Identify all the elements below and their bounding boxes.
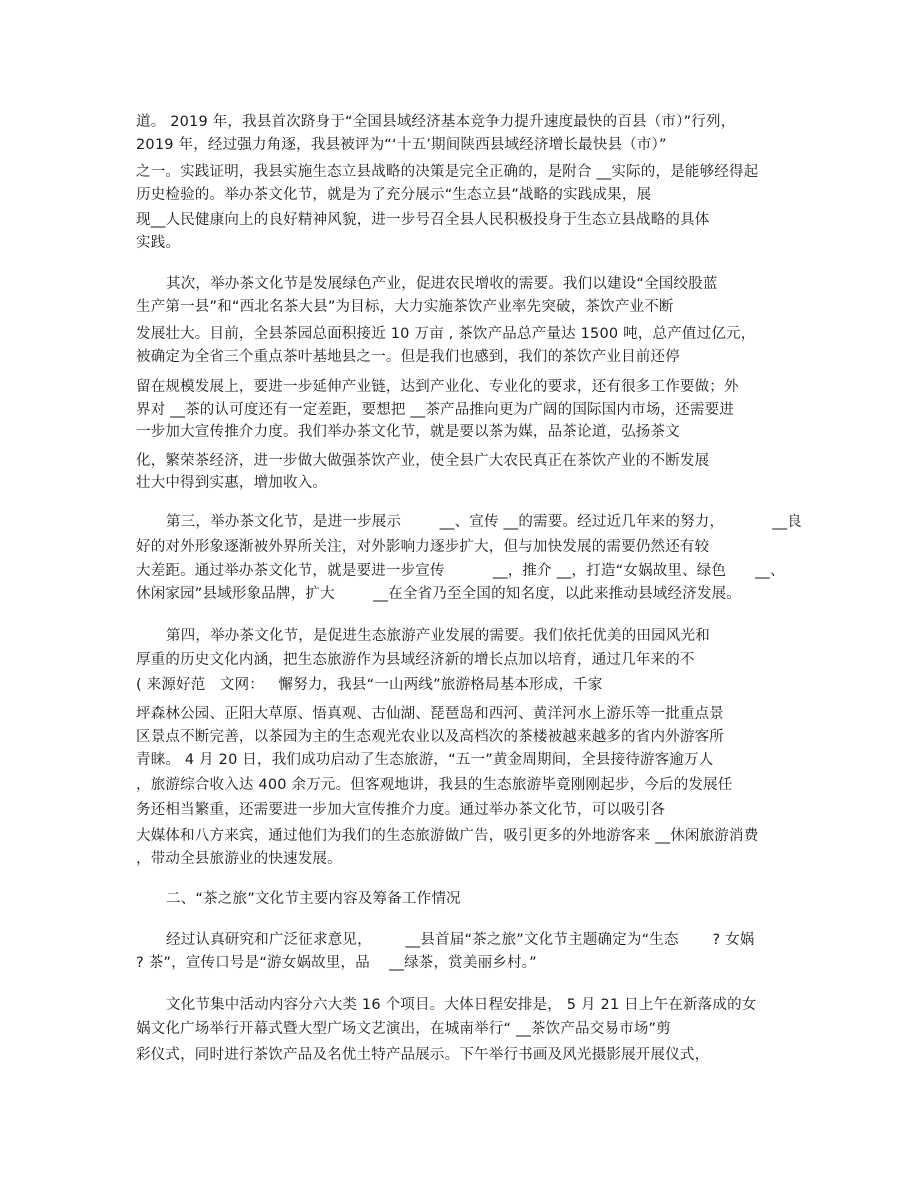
text-line: 第四，举办茶文化节，是促进生态旅游产业发展的需要。我们依托优美的田园风光和 bbox=[166, 628, 710, 644]
text-line: 之一。实践证明，我县实施生态立县战略的决策是完全正确的，是附合 __实际的，是能够经得起 bbox=[136, 164, 759, 180]
text-line: 第三，举办茶文化节，是进一步展示 __、宣传 __的需要。经过近几年来的努力， __良 bbox=[166, 514, 802, 530]
text-line: 青睐。 4 月 20 日，我们成功启动了生态旅游，“五一”黄金周期间，全县接待游客逾万人 bbox=[136, 752, 714, 768]
text-line: 彩仪式，同时进行茶饮产品及名优土特产品展示。下午举行书画及风光摄影展开展仪式， bbox=[136, 1047, 710, 1063]
text-line: 壮大中得到实惠，增加收入。 bbox=[136, 475, 328, 491]
text-line: 好的对外形象逐渐被外界所关注，对外影响力逐步扩大，但与加快发展的需要仍然还有较 bbox=[136, 539, 710, 555]
text-line: 娲文化广场举行开幕式暨大型广场文艺演出，在城南举行“ __茶饮产品交易市场”剪 bbox=[136, 1021, 671, 1037]
text-line: 生产第一县”和“西北名茶大县”为目标，大力实施茶饮产业率先突破，茶饮产业不断 bbox=[136, 299, 674, 315]
text-line: 历史检验的。举办茶文化节，就是为了充分展示“生态立县”战略的实践成果，展 bbox=[136, 187, 652, 203]
text-line: 文化节集中活动内容分六大类 16 个项目。大体日程安排是， 5 月 21 日上午在新落成的女 bbox=[166, 997, 757, 1013]
text-line: 坪森林公园、正阳大草原、悟真观、古仙湖、琵琶岛和西河、黄洋河水上游乐等一批重点景 bbox=[136, 706, 724, 722]
text-line: ，带动全县旅游业的快速发展。 bbox=[136, 851, 342, 867]
text-line: 务还相当繁重，还需要进一步加大宣传推介力度。通过举办茶文化节，可以吸引各 bbox=[136, 802, 666, 818]
text-line: ，旅游综合收入达 400 余万元。但客观地讲，我县的生态旅游毕竟刚刚起步，今后的发展任 bbox=[136, 777, 733, 793]
text-line: 现__人民健康向上的良好精神风貌，进一步号召全县人民积极投身于生态立县战略的具体 bbox=[136, 212, 710, 228]
text-line: 发展壮大。目前，全县茶园总面积接近 10 万亩 , 茶饮产品总产量达 1500 吨，总产值过亿元， bbox=[136, 326, 756, 342]
text-line: 其次，举办茶文化节是发展绿色产业，促进农民增收的需要。我们以建设“全国绞股蓝 bbox=[166, 276, 718, 292]
text-line: 厚重的历史文化内涵，把生态旅游作为县域经济新的增长点加以培育，通过几年来的不 bbox=[136, 652, 695, 668]
text-line: 留在规模发展上，要进一步延伸产业链，达到产业化、专业化的要求，还有很多工作要做；外 bbox=[136, 379, 739, 395]
text-line: 界对 __茶的认可度还有一定差距，要想把 __茶产品推向更为广阔的国际国内市场，还需要进 bbox=[136, 402, 735, 418]
text-line: 2019 年，经过强力角逐，我县被评为“‘十五’期间陕西县域经济增长最快县（市）” bbox=[136, 137, 667, 153]
text-line: 休闲家园”县域形象品牌，扩大 __在全省乃至全国的知名度，以此来推动县域经济发展。 bbox=[136, 586, 741, 602]
text-line: ( 来源好范 文网： 懈努力，我县“一山两线”旅游格局基本形成，千家 bbox=[136, 677, 603, 693]
text-line: 实践。 bbox=[136, 235, 181, 251]
text-line: ? 茶”，宣传口号是“游女娲故里，品 __绿茶，赏美丽乡村。” bbox=[136, 955, 537, 971]
text-line: 道。 2019 年，我县首次跻身于“全国县域经济基本竞争力提升速度最快的百县（市）”行列， bbox=[136, 114, 736, 130]
text-line: 化，繁荣茶经济，进一步做大做强茶饮产业，使全县广大农民真正在茶饮产业的不断发展 bbox=[136, 453, 710, 469]
text-line: 一步加大宣传推介力度。我们举办茶文化节，就是要以茶为媒，品茶论道，弘扬茶文 bbox=[136, 424, 680, 440]
text-line: 被确定为全省三个重点茶叶基地县之一。但是我们也感到，我们的茶饮产业目前还停 bbox=[136, 349, 680, 365]
text-line: 大媒体和八方来宾，通过他们为我们的生态旅游做广告，吸引更多的外地游客来 __休闲旅游消费 bbox=[136, 828, 759, 844]
section-heading: 二、“茶之旅”文化节主要内容及筹备工作情况 bbox=[166, 891, 461, 907]
text-line: 大差距。通过举办茶文化节，就是要进一步宣传 __，推介 __，打造“女娲故里、绿色 __、 bbox=[136, 563, 785, 579]
text-line: 经过认真研究和广泛征求意见， __县首届“茶之旅”文化节主题确定为“生态 ? 女娲 bbox=[166, 932, 755, 948]
text-line: 区景点不断完善，以茶园为主的生态观光农业以及高档次的茶楼被越来越多的省内外游客所 bbox=[136, 729, 724, 745]
